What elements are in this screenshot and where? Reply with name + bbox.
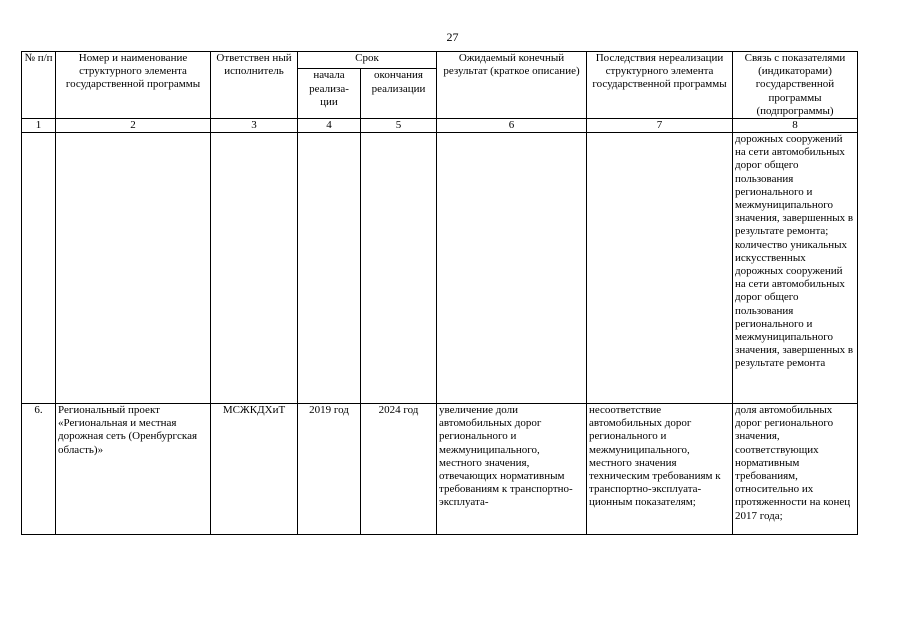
header-start: начала реализа- ции [298, 69, 361, 119]
table-cell [56, 133, 211, 404]
column-number: 4 [298, 119, 361, 133]
expected-result: увеличение доли автомобильных дорог регионального и межмуниципального, местного значения, отвечающих нормативным требованиям к транспортно-эксплуата- [437, 404, 587, 535]
element-name: Региональный проект «Региональная и местная дорожная сеть (Оренбургская область)» [56, 404, 211, 535]
consequences: несоответствие автомобильных дорог регионального и межмуниципального, местного значения техническим требованиям к транспортно-эксплуата-ционным показателям; [587, 404, 733, 535]
header-consequences: Последствия нереализации структурного элемента государственной программы [587, 52, 733, 119]
column-number: 1 [22, 119, 56, 133]
header-end: окончания реализации [361, 69, 437, 119]
header-row-1 [22, 52, 858, 69]
column-number: 3 [211, 119, 298, 133]
table-cell [211, 133, 298, 404]
header-term: Срок [298, 52, 437, 69]
program-table [21, 51, 858, 535]
row-number: 6. [22, 404, 56, 535]
column-number: 6 [437, 119, 587, 133]
table-cell [22, 133, 56, 404]
table-row [22, 404, 858, 535]
start-year: 2019 год [298, 404, 361, 535]
table-cell [437, 133, 587, 404]
indicators: доля автомобильных дорог регионального значения, соответствующих нормативным требованиям, относительно их протяженности на конец 2017 года; [733, 404, 858, 535]
column-number: 2 [56, 119, 211, 133]
header-result: Ожидаемый конечный результат (краткое описание) [437, 52, 587, 119]
page-number: 27 [446, 30, 459, 44]
table-cell [361, 133, 437, 404]
table-cell [298, 133, 361, 404]
continuation-row [22, 133, 858, 404]
column-number: 5 [361, 119, 437, 133]
header-num: № п/п [22, 52, 56, 119]
column-number: 7 [587, 119, 733, 133]
header-element-name: Номер и наименование структурного элемента государственной программы [56, 52, 211, 119]
executor: МСЖКДХиТ [211, 404, 298, 535]
column-number: 8 [733, 119, 858, 133]
continuation-indicators: дорожных сооружений на сети автомобильных дорог общего пользования регионального и межмуниципального значения, завершенных в результате ремонта; количество уникальных искусственных дорожных сооружений на сети автомобильных дорог общего пользования регионального и межмуниципального значения, завершенных в результате ремонта [733, 133, 858, 404]
header-indicators: Связь с показателями (индикаторами) государственной программы (подпрограммы) [733, 52, 858, 119]
header-executor: Ответствен ный исполнитель [211, 52, 298, 119]
end-year: 2024 год [361, 404, 437, 535]
column-number-row [22, 119, 858, 133]
table-cell [587, 133, 733, 404]
